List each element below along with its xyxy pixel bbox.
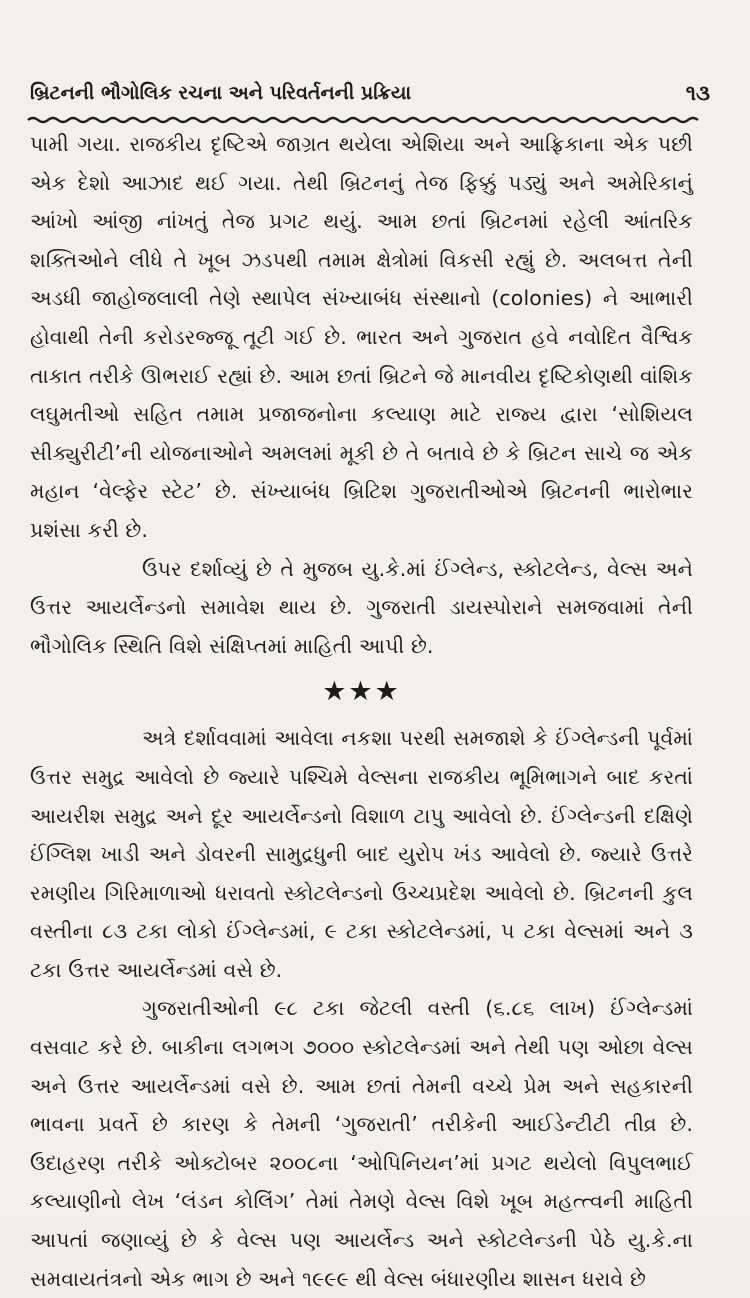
section-separator-stars: ★★★ bbox=[322, 676, 401, 708]
paragraph-4: ગુજરાતીઓની ૯૮ ટકા જેટલી વસ્તી (૬.૮૬ લાખ) ઈંગ્લેન્ડમાં વસવાટ કરે છે. બાકીના લગભગ ૭૦૦૦ સ્કોટલેન્ડમાં અને તેથી પણ ઓછા વેલ્સ અને ઉત્તર આયર્લેન્ડમાં વસે છે. આમ છતાં તેમની વચ્ચે પ્રેમ અને સહકારની ભાવના પ્રવર્તે છે કારણ કે તેમની ‘ગુજરાતી’ તરીકેની આઈડેન્ટીટી તીવ્ર છે. ઉદાહરણ તરીકે ઓક્ટોબર ૨૦૦૮ના ‘ઓપિનિયન’માં પ્રગટ થયેલો વિપુલભાઈ કલ્યાણીનો લેખ ‘લંડન કોલિંગ’ તેમાં તેમણે વેલ્સ વિશે ખૂબ મહત્ત્વની માહિતી આપતાં જણાવ્યું છે કે વેલ્સ પણ આયર્લેન્ડ અને સ્કોટલેન્ડની પેઠે યુ.કે.ના સમવાયતંત્રનો એક ભાગ છે અને ૧૯૯૯ થી વેલ્સ બંધારણીય શાસન ધરાવે છે bbox=[30, 996, 693, 1291]
header-wavy-rule bbox=[28, 115, 698, 125]
main-text bbox=[30, 125, 693, 1298]
paragraph-1: પામી ગયા. રાજકીય દૃષ્ટિએ જાગ્રત થયેલા એશિયા અને આફ્રિકાના એક પછી એક દેશો આઝાદ થઈ ગયા. તેથી બ્રિટનનું તેજ ફિક્કું પડ્યું અને અમેરિકાનું આંખો આંજી નાંખતું તેજ પ્રગટ થયું. આમ છતાં બ્રિટનમાં રહેલી આંતરિક શક્તિઓને લીધે તે ખૂબ ઝડપથી તમામ ક્ષેત્રોમાં વિકસી રહ્યું છે. અલબત્ત તેની અડધી જાહોજલાલી તેણે સ્થાપેલ સંખ્યાબંધ સંસ્થાનો (colonies) ને આભારી હોવાથી તેની કરોડરજ્જૂ તૂટી ગઈ છે. ભારત અને ગુજરાત હવે નવોદિત વૈશ્વિક તાકાત તરીકે ઊભરાઈ રહ્યાં છે. આમ છતાં બ્રિટને જે માનવીય દૃષ્ટિકોણથી વાંશિક લઘુમતીઓ સહિત તમામ પ્રજાજનોના કલ્યાણ માટે રાજ્ય દ્વારા ‘સોશિયલ સીક્યુરીટી’ની યોજનાઓને અમલમાં મૂકી છે તે બતાવે છે કે બ્રિટન સાચે જ એક મહાન ‘વેલ્ફેર સ્ટેટ’ છે. સંખ્યાબંધ બ્રિટિશ ગુજરાતીઓએ બ્રિટનની ભારોભાર પ્રશંસા કરી છે. bbox=[30, 132, 693, 542]
paragraph-3: અત્રે દર્શાવવામાં આવેલા નકશા પરથી સમજાશે કે ઈંગ્લેન્ડની પૂર્વમાં ઉત્તર સમુદ્ર આવેલો છે જ્યારે પશ્ચિમે વેલ્સના રાજકીય ભૂમિભાગને બાદ કરતાં આયરીશ સમુદ્ર અને દૂર આયર્લેન્ડનો વિશાળ ટાપુ આવેલો છે. ઈંગ્લેન્ડની દક્ષિણે ઈંગ્લિશ ખાડી અને ડોવરની સામુદ્રધુની બાદ યુરોપ ખંડ આવેલો છે. જ્યારે ઉત્તરે રમણીય ગિરિમાળાઓ ધરાવતો સ્કોટલેન્ડનો ઉચ્ચપ્રદેશ આવેલો છે. બ્રિટનની કુલ વસ્તીના ૮૩ ટકા લોકો ઈંગ્લેન્ડમાં, ૯ ટકા સ્કોટલેન્ડમાં, ૫ ટકા વેલ્સમાં અને ૩ ટકા ઉત્તર આયર્લેન્ડમાં વસે છે. bbox=[30, 726, 693, 982]
page-header bbox=[30, 78, 710, 112]
paragraph-2: ઉપર દર્શાવ્યું છે તે મુજબ યુ.કે.માં ઈંગ્લેન્ડ, સ્કોટલેન્ડ, વેલ્સ અને ઉત્તર આયર્લેન્ડનો સમાવેશ થાય છે. ગુજરાતી ડાયસ્પોરાને સમજવામાં તેની ભૌગોલિક સ્થિતિ વિશે સંક્ષિપ્તમાં માહિતી આપી છે. bbox=[30, 556, 693, 658]
page-number: ૧૩ bbox=[685, 81, 710, 105]
running-title: બ્રિટનની ભૌગોલિક રચના અને પરિવર્તનની પ્રક્રિયા bbox=[30, 82, 412, 104]
